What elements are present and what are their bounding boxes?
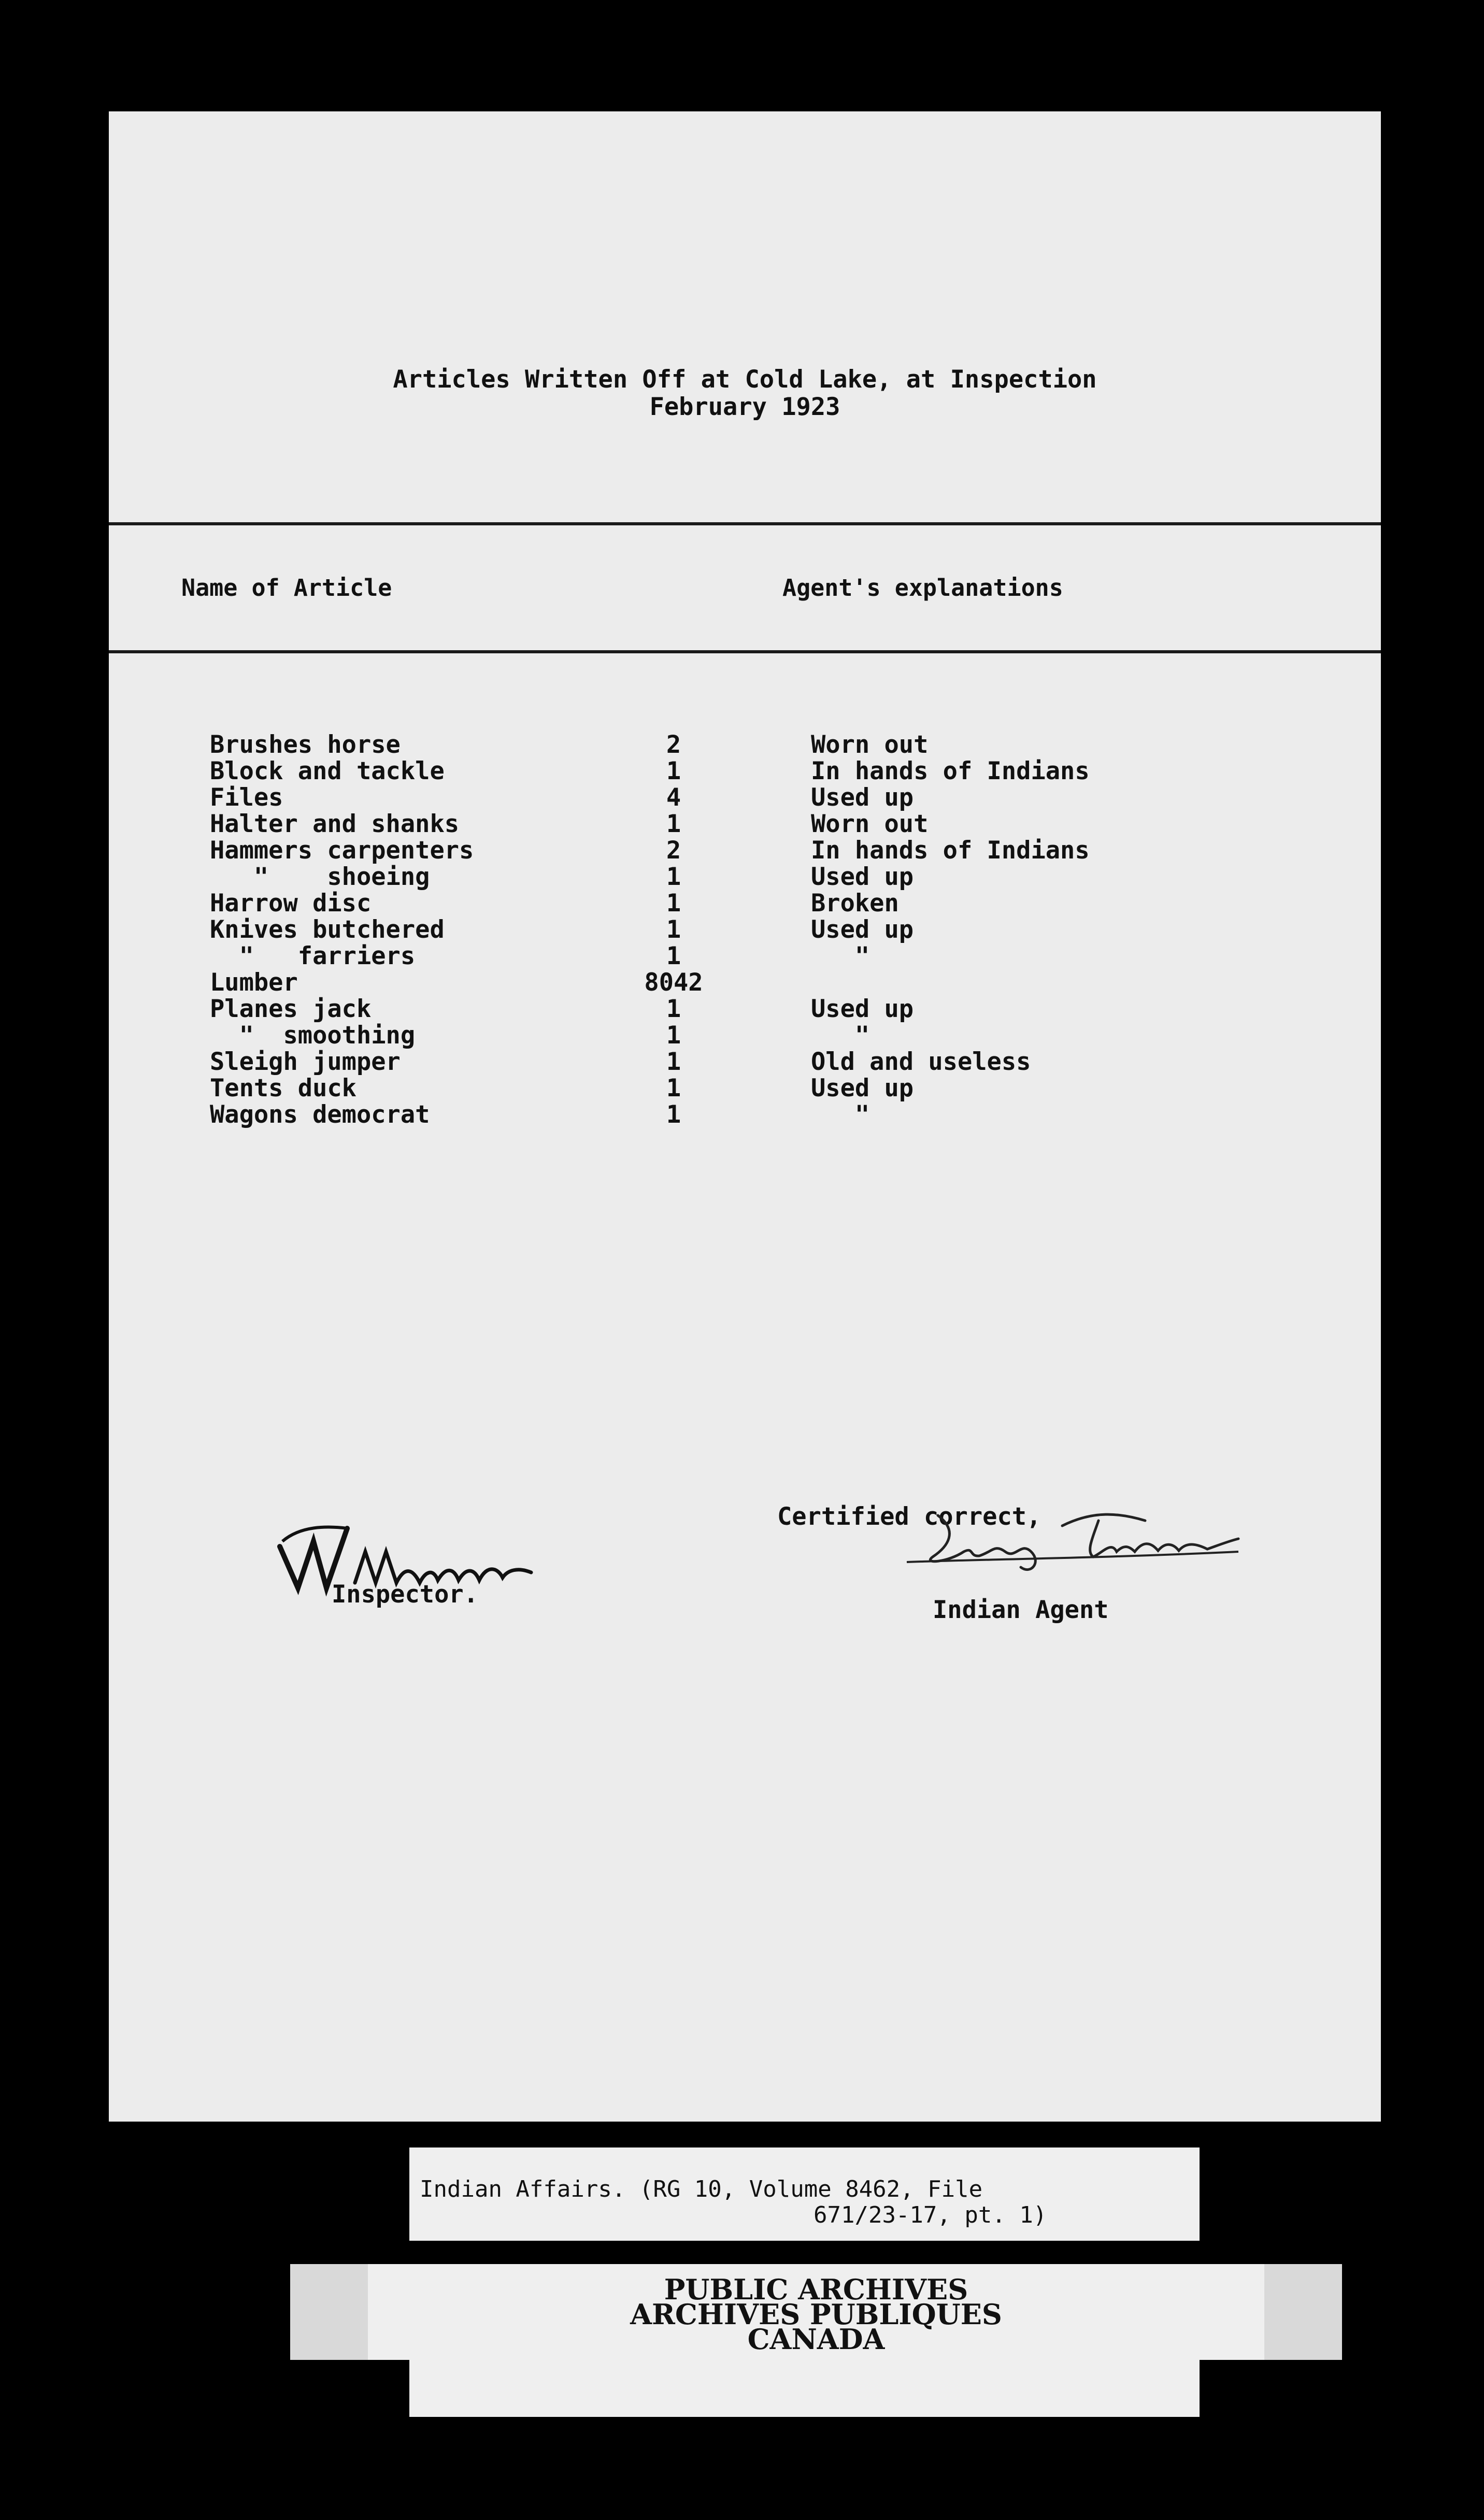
article-explanation: Used up [811,995,914,1023]
article-explanation: Worn out [811,810,929,838]
archive-label-tab [409,2360,1200,2417]
archive-reference-line2: 671/23-17, pt. 1) [814,2202,1047,2228]
header-top-rule [109,522,1381,525]
archive-stamp-line3: CANADA [747,2323,885,2356]
article-row [109,863,1381,890]
article-row [109,731,1381,757]
article-explanation: Old and useless [811,1048,1031,1076]
article-row [109,968,1381,995]
article-qty: 1 [666,889,681,918]
article-row [109,995,1381,1022]
article-explanation: Used up [811,783,914,812]
article-explanation: Used up [811,1074,914,1102]
article-name: " farriers [210,942,416,970]
archive-stamp [290,2264,1342,2360]
article-row [109,942,1381,969]
article-qty: 1 [666,1048,681,1076]
article-name: Lumber [210,968,298,997]
article-name: Hammers carpenters [210,836,474,865]
agent-label: Indian Agent [933,1596,1109,1624]
article-qty: 1 [666,757,681,785]
article-qty: 1 [666,1100,681,1129]
article-name: Harrow disc [210,889,372,918]
article-qty: 1 [666,1021,681,1050]
article-explanation: In hands of Indians [811,836,1090,865]
article-explanation: Used up [811,863,914,891]
article-qty: 1 [666,995,681,1023]
article-explanation: Broken [811,889,899,918]
article-explanation: Worn out [811,731,929,759]
article-qty: 2 [666,731,681,759]
archive-stamp-line1: PUBLIC ARCHIVES [664,2273,968,2306]
article-row [109,757,1381,784]
article-qty: 4 [666,783,681,812]
article-row [109,915,1381,942]
certified-label: Certified correct, [777,1502,1041,1531]
archive-reference-label [409,2147,1200,2241]
article-qty: 1 [666,1074,681,1102]
article-name: Planes jack [210,995,372,1023]
article-row [109,783,1381,810]
article-qty: 1 [666,915,681,944]
article-name: Knives butchered [210,915,445,944]
inspector-label: Inspector. [332,1580,478,1609]
article-name: Halter and shanks [210,810,460,838]
article-qty: 1 [666,863,681,891]
document-date: February 1923 [649,393,840,421]
article-row [109,1100,1381,1127]
document-page [109,111,1381,2122]
article-qty: 1 [666,810,681,838]
article-name: Block and tackle [210,757,445,785]
article-qty: 8042 [644,968,703,997]
article-name: Files [210,783,283,812]
archive-stamp-line2: ARCHIVES PUBLIQUES [630,2298,1002,2331]
archive-reference-line1: Indian Affairs. (RG 10, Volume 8462, File [420,2176,983,2202]
article-row [109,1021,1381,1048]
article-name: Wagons democrat [210,1100,430,1129]
article-explanation: " [811,942,870,970]
article-explanation: In hands of Indians [811,757,1090,785]
article-qty: 1 [666,942,681,970]
article-row [109,836,1381,863]
article-row [109,1074,1381,1101]
article-row [109,1048,1381,1075]
article-name: " smoothing [210,1021,416,1050]
archive-stamp-inner [368,2264,1264,2360]
article-name: Tents duck [210,1074,356,1102]
column-header-name: Name of Article [181,574,392,602]
agent-signature [876,1500,1249,1578]
article-qty: 2 [666,836,681,865]
article-row [109,889,1381,916]
article-explanation: " [811,1021,870,1050]
article-name: " shoeing [210,863,430,891]
article-row [109,810,1381,837]
article-name: Sleigh jumper [210,1048,401,1076]
article-explanation: " [811,1100,870,1129]
column-header-explanation: Agent's explanations [782,574,1063,602]
document-title: Articles Written Off at Cold Lake, at Inspection [393,365,1097,394]
header-bottom-rule [109,650,1381,653]
article-name: Brushes horse [210,731,401,759]
article-explanation: Used up [811,915,914,944]
